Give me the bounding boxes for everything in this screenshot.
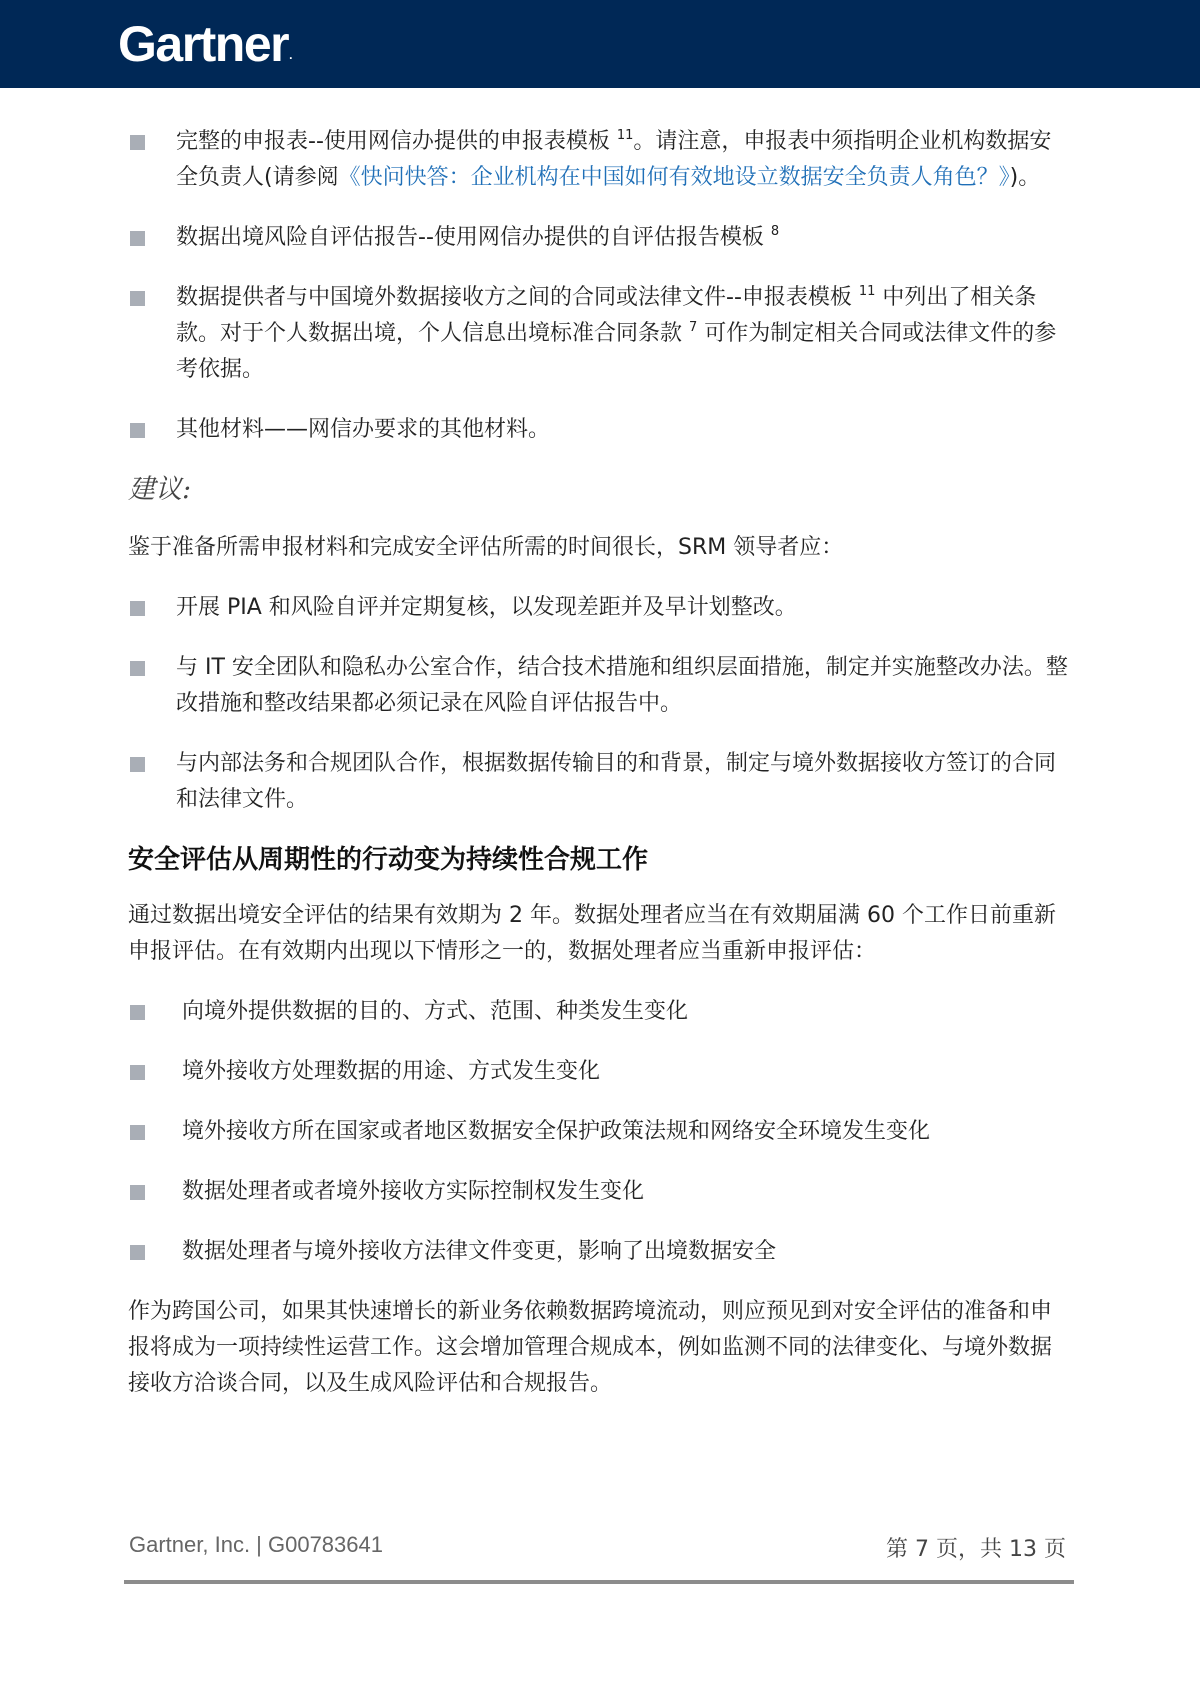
list-item: 开展 PIA 和风险自评并定期复核，以发现差距并及早计划整改。 (128, 590, 1072, 626)
recommendation-intro: 鉴于准备所需申报材料和完成安全评估所需的时间很长，SRM 领导者应： (128, 535, 844, 560)
bullet-square-icon (130, 135, 145, 150)
footer-page-number: 第 7 页，共 13 页 (886, 1537, 1066, 1562)
reference-link[interactable]: 《快问快答：企业机构在中国如何有效地设立数据安全负责人角色？》 (338, 165, 1010, 190)
section-title: 安全评估从周期性的行动变为持续性合规工作 (128, 845, 649, 875)
list-item: 数据提供者与中国境外数据接收方之间的合同或法律文件--申报表模板 $^{11}$ 中列出了相关条款。对于个人数据出境，个人信息出境标准合同条款 $^7$ 可作为制定相关合同或法律文件的参考依据。 (128, 280, 1072, 388)
recommendation-heading: 建议: (128, 474, 192, 505)
bullet-square-icon (130, 1065, 145, 1080)
list-item: 数据处理者或者境外接收方实际控制权发生变化 (128, 1174, 1072, 1210)
page-footer (124, 1528, 1074, 1584)
gartner-logo (118, 14, 292, 85)
main-content (128, 124, 1072, 1426)
list-item: 与 IT 安全团队和隐私办公室合作，结合技术措施和组织层面措施，制定并实施整改办法。整改措施和整改结果都必须记录在风险自评估报告中。 (128, 650, 1072, 722)
list-item: 其他材料——网信办要求的其他材料。 (128, 412, 1072, 448)
bullet-square-icon (130, 1005, 145, 1020)
bullet-square-icon (130, 601, 145, 616)
bullet-square-icon (130, 1185, 145, 1200)
list-item: 数据处理者与境外接收方法律文件变更，影响了出境数据安全 (128, 1234, 1072, 1270)
bullet-square-icon (130, 661, 145, 676)
logo-mark: . (289, 48, 293, 62)
bullet-square-icon (130, 1125, 145, 1140)
bullet-square-icon (130, 757, 145, 772)
header-bar (0, 0, 1200, 88)
bullet-square-icon (130, 423, 145, 438)
list-item: 数据出境风险自评估报告--使用网信办提供的自评估报告模板 $^8$ (128, 220, 1072, 256)
bullet-square-icon (130, 291, 145, 306)
list-item: 向境外提供数据的目的、方式、范围、种类发生变化 (128, 994, 1072, 1030)
list-item: 境外接收方处理数据的用途、方式发生变化 (128, 1054, 1072, 1090)
logo-text: Gartner (118, 16, 289, 72)
list-item: 与内部法务和合规团队合作，根据数据传输目的和背景，制定与境外数据接收方签订的合同和法律文件。 (128, 746, 1072, 818)
list-item: 完整的申报表--使用网信办提供的申报表模板 $^{11}$。请注意，申报表中须指明企业机构数据安全负责人(请参阅《快问快答：企业机构在中国如何有效地设立数据安全负责人角色？》)。 (128, 124, 1072, 196)
section-paragraph: 通过数据出境安全评估的结果有效期为 2 年。数据处理者应当在有效期届满 60 个工作日前重新申报评估。在有效期内出现以下情形之一的，数据处理者应当重新申报评估： (128, 903, 1056, 964)
bullet-square-icon (130, 231, 145, 246)
footer-document-id: Gartner, Inc. | G00783641 (129, 1532, 383, 1557)
list-item: 境外接收方所在国家或者地区数据安全保护政策法规和网络安全环境发生变化 (128, 1114, 1072, 1150)
closing-paragraph: 作为跨国公司，如果其快速增长的新业务依赖数据跨境流动，则应预见到对安全评估的准备和申报将成为一项持续性运营工作。这会增加管理合规成本，例如监测不同的法律变化、与境外数据接收方洽谈合同，以及生成风险评估和合规报告。 (128, 1299, 1053, 1396)
bullet-square-icon (130, 1245, 145, 1260)
